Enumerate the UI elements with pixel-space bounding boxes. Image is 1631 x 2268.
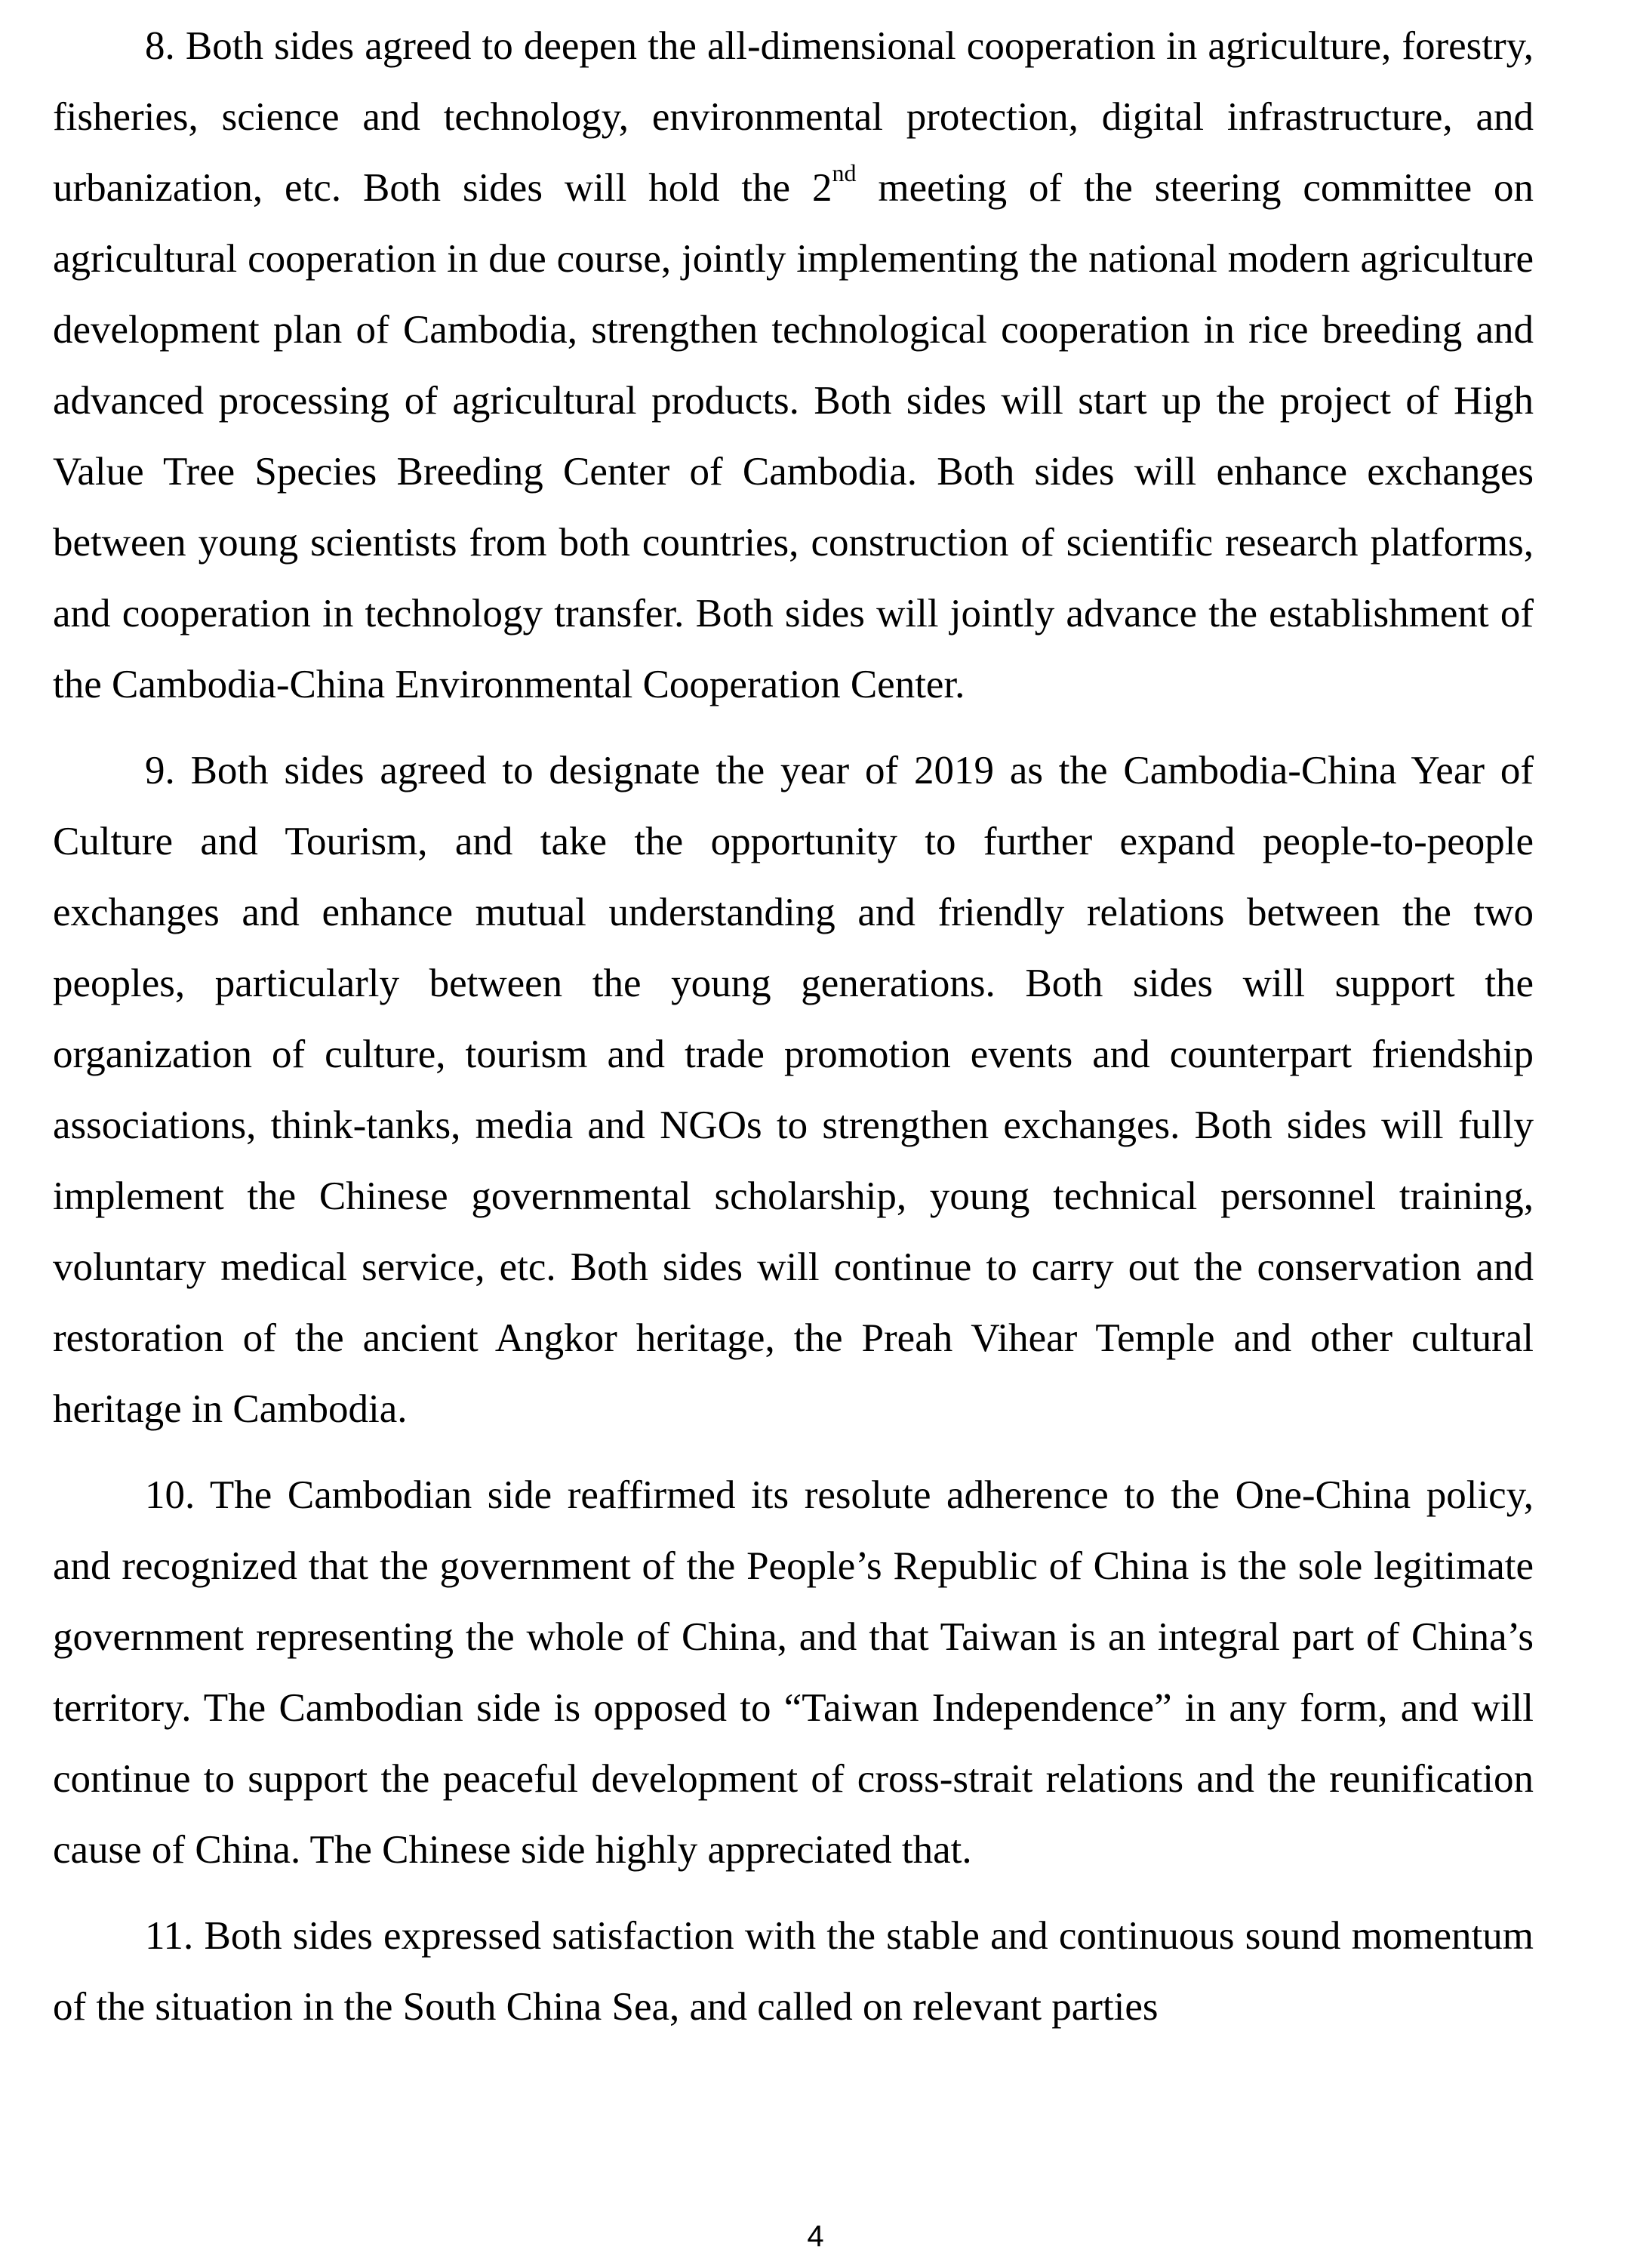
paragraph-10: 10. The Cambodian side reaffirmed its resolute adherence to the One-China policy, and recognized that the government of the People’s Republic of China is the sole legitimate government representing the whole of China, and that Taiwan is an integral part of China’s territory. The Cambodian side is opposed to “Taiwan Independence” in any form, and will continue to support the peaceful development of cross-strait relations and the reunification cause of China. The Chinese side highly appreciated that. xyxy=(53,1473,1534,1872)
paragraph-8-text-after: meeting of the steering committee on agricultural cooperation in due course, jointly implementing the national modern agriculture development plan of Cambodia, strengthen technological cooperation in rice breeding and advanced processing of agricultural products. Both sides will start up the project of High Value Tree Species Breeding Center of Cambodia. Both sides will enhance exchanges between young scientists from both countries, construction of scientific research platforms, and cooperation in technology transfer. Both sides will jointly advance the establishment of the Cambodia-China Environmental Cooperation Center. xyxy=(53,166,1534,706)
paragraph-11: 11. Both sides expressed satisfaction with the stable and continuous sound momentum of the situation in the South China Sea, and called on relevant parties xyxy=(53,1914,1534,2029)
page-number: 4 xyxy=(807,2220,824,2253)
ordinal-suffix: nd xyxy=(832,159,857,186)
document-body xyxy=(53,11,1534,2042)
paragraph-9: 9. Both sides agreed to designate the year of 2019 as the Cambodia-China Year of Culture and Tourism, and take the opportunity to further expand people-to-people exchanges and enhance mutual understanding and friendly relations between the two peoples, particularly between the young generations. Both sides will support the organization of culture, tourism and trade promotion events and counterpart friendship associations, think-tanks, media and NGOs to strengthen exchanges. Both sides will fully implement the Chinese governmental scholarship, young technical personnel training, voluntary medical service, etc. Both sides will continue to carry out the conservation and restoration of the ancient Angkor heritage, the Preah Vihear Temple and other cultural heritage in Cambodia. xyxy=(53,749,1534,1431)
paragraph-8-text-before: 8. Both sides agreed to deepen the all-dimensional cooperation in agriculture, forestry, fisheries, science and technology, environmental protection, digital infrastructure, and urbanization, etc. Both sides will hold the 2 xyxy=(53,24,1534,210)
paragraph-8 xyxy=(53,11,1534,720)
